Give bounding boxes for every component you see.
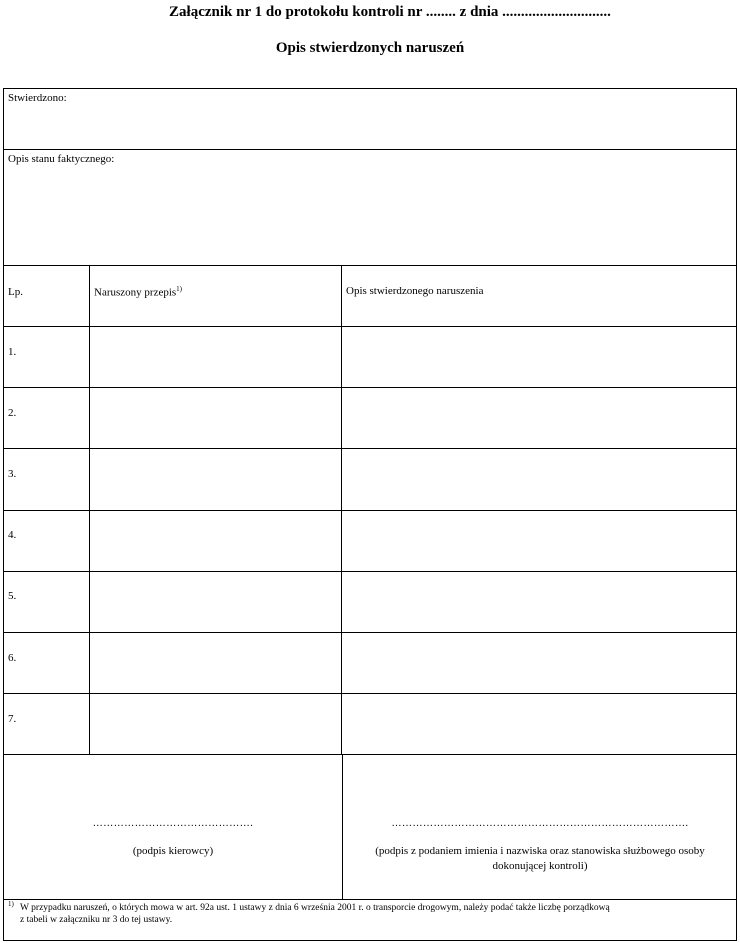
driver-signature-line: ……………………………………….	[92, 818, 254, 829]
divider	[4, 899, 736, 900]
inspector-signature-caption-1: (podpis z podaniem imienia i nazwiska oraz stanowiska służbowego osoby	[375, 845, 705, 857]
column-divider	[89, 265, 90, 754]
page-title: Opis stwierdzonych naruszeń	[275, 40, 465, 56]
footnote-text-1: W przypadku naruszeń, o których mowa w art. 92a ust. 1 ustawy z dnia 6 września 2001 r. o transporcie drogowym, należy podać także liczbę porządkową	[20, 903, 610, 913]
stwierdzono-label: Stwierdzono:	[8, 92, 67, 104]
footnote-text-2: z tabeli w załączniku nr 3 do tej ustawy.	[20, 915, 173, 925]
column-divider	[341, 265, 342, 754]
divider	[4, 265, 736, 266]
opis-header: Opis stwierdzonego naruszenia	[346, 285, 484, 297]
divider	[4, 632, 736, 633]
row-number: 6.	[8, 652, 17, 664]
divider	[4, 326, 736, 327]
row-number: 7.	[8, 713, 17, 725]
row-number: 2.	[8, 407, 17, 419]
divider	[4, 754, 736, 755]
row-number: 4.	[8, 529, 17, 541]
footnote-ref: 1)	[176, 285, 183, 293]
divider	[4, 510, 736, 511]
przepis-header	[94, 285, 182, 299]
divider	[4, 149, 736, 150]
divider	[4, 571, 736, 572]
signature-divider	[342, 754, 343, 899]
divider	[4, 693, 736, 694]
attachment-title: Załącznik nr 1 do protokołu kontroli nr ........ z dnia .............................	[169, 4, 611, 20]
przepis-header-text: Naruszony przepis	[94, 286, 177, 299]
row-number: 1.	[8, 346, 17, 358]
inspector-signature-caption-2: dokonującej kontroli)	[492, 860, 588, 872]
divider	[4, 448, 736, 449]
driver-signature-caption: (podpis kierowcy)	[132, 845, 214, 857]
opis-stanu-label: Opis stanu faktycznego:	[8, 153, 115, 165]
lp-header: Lp.	[8, 286, 23, 298]
footnote-marker: 1)	[8, 900, 14, 908]
inspector-signature-line: ………………………………………………………………………….	[391, 818, 689, 829]
row-number: 5.	[8, 590, 17, 602]
violations-form	[3, 88, 737, 941]
divider	[4, 387, 736, 388]
row-number: 3.	[8, 468, 17, 480]
